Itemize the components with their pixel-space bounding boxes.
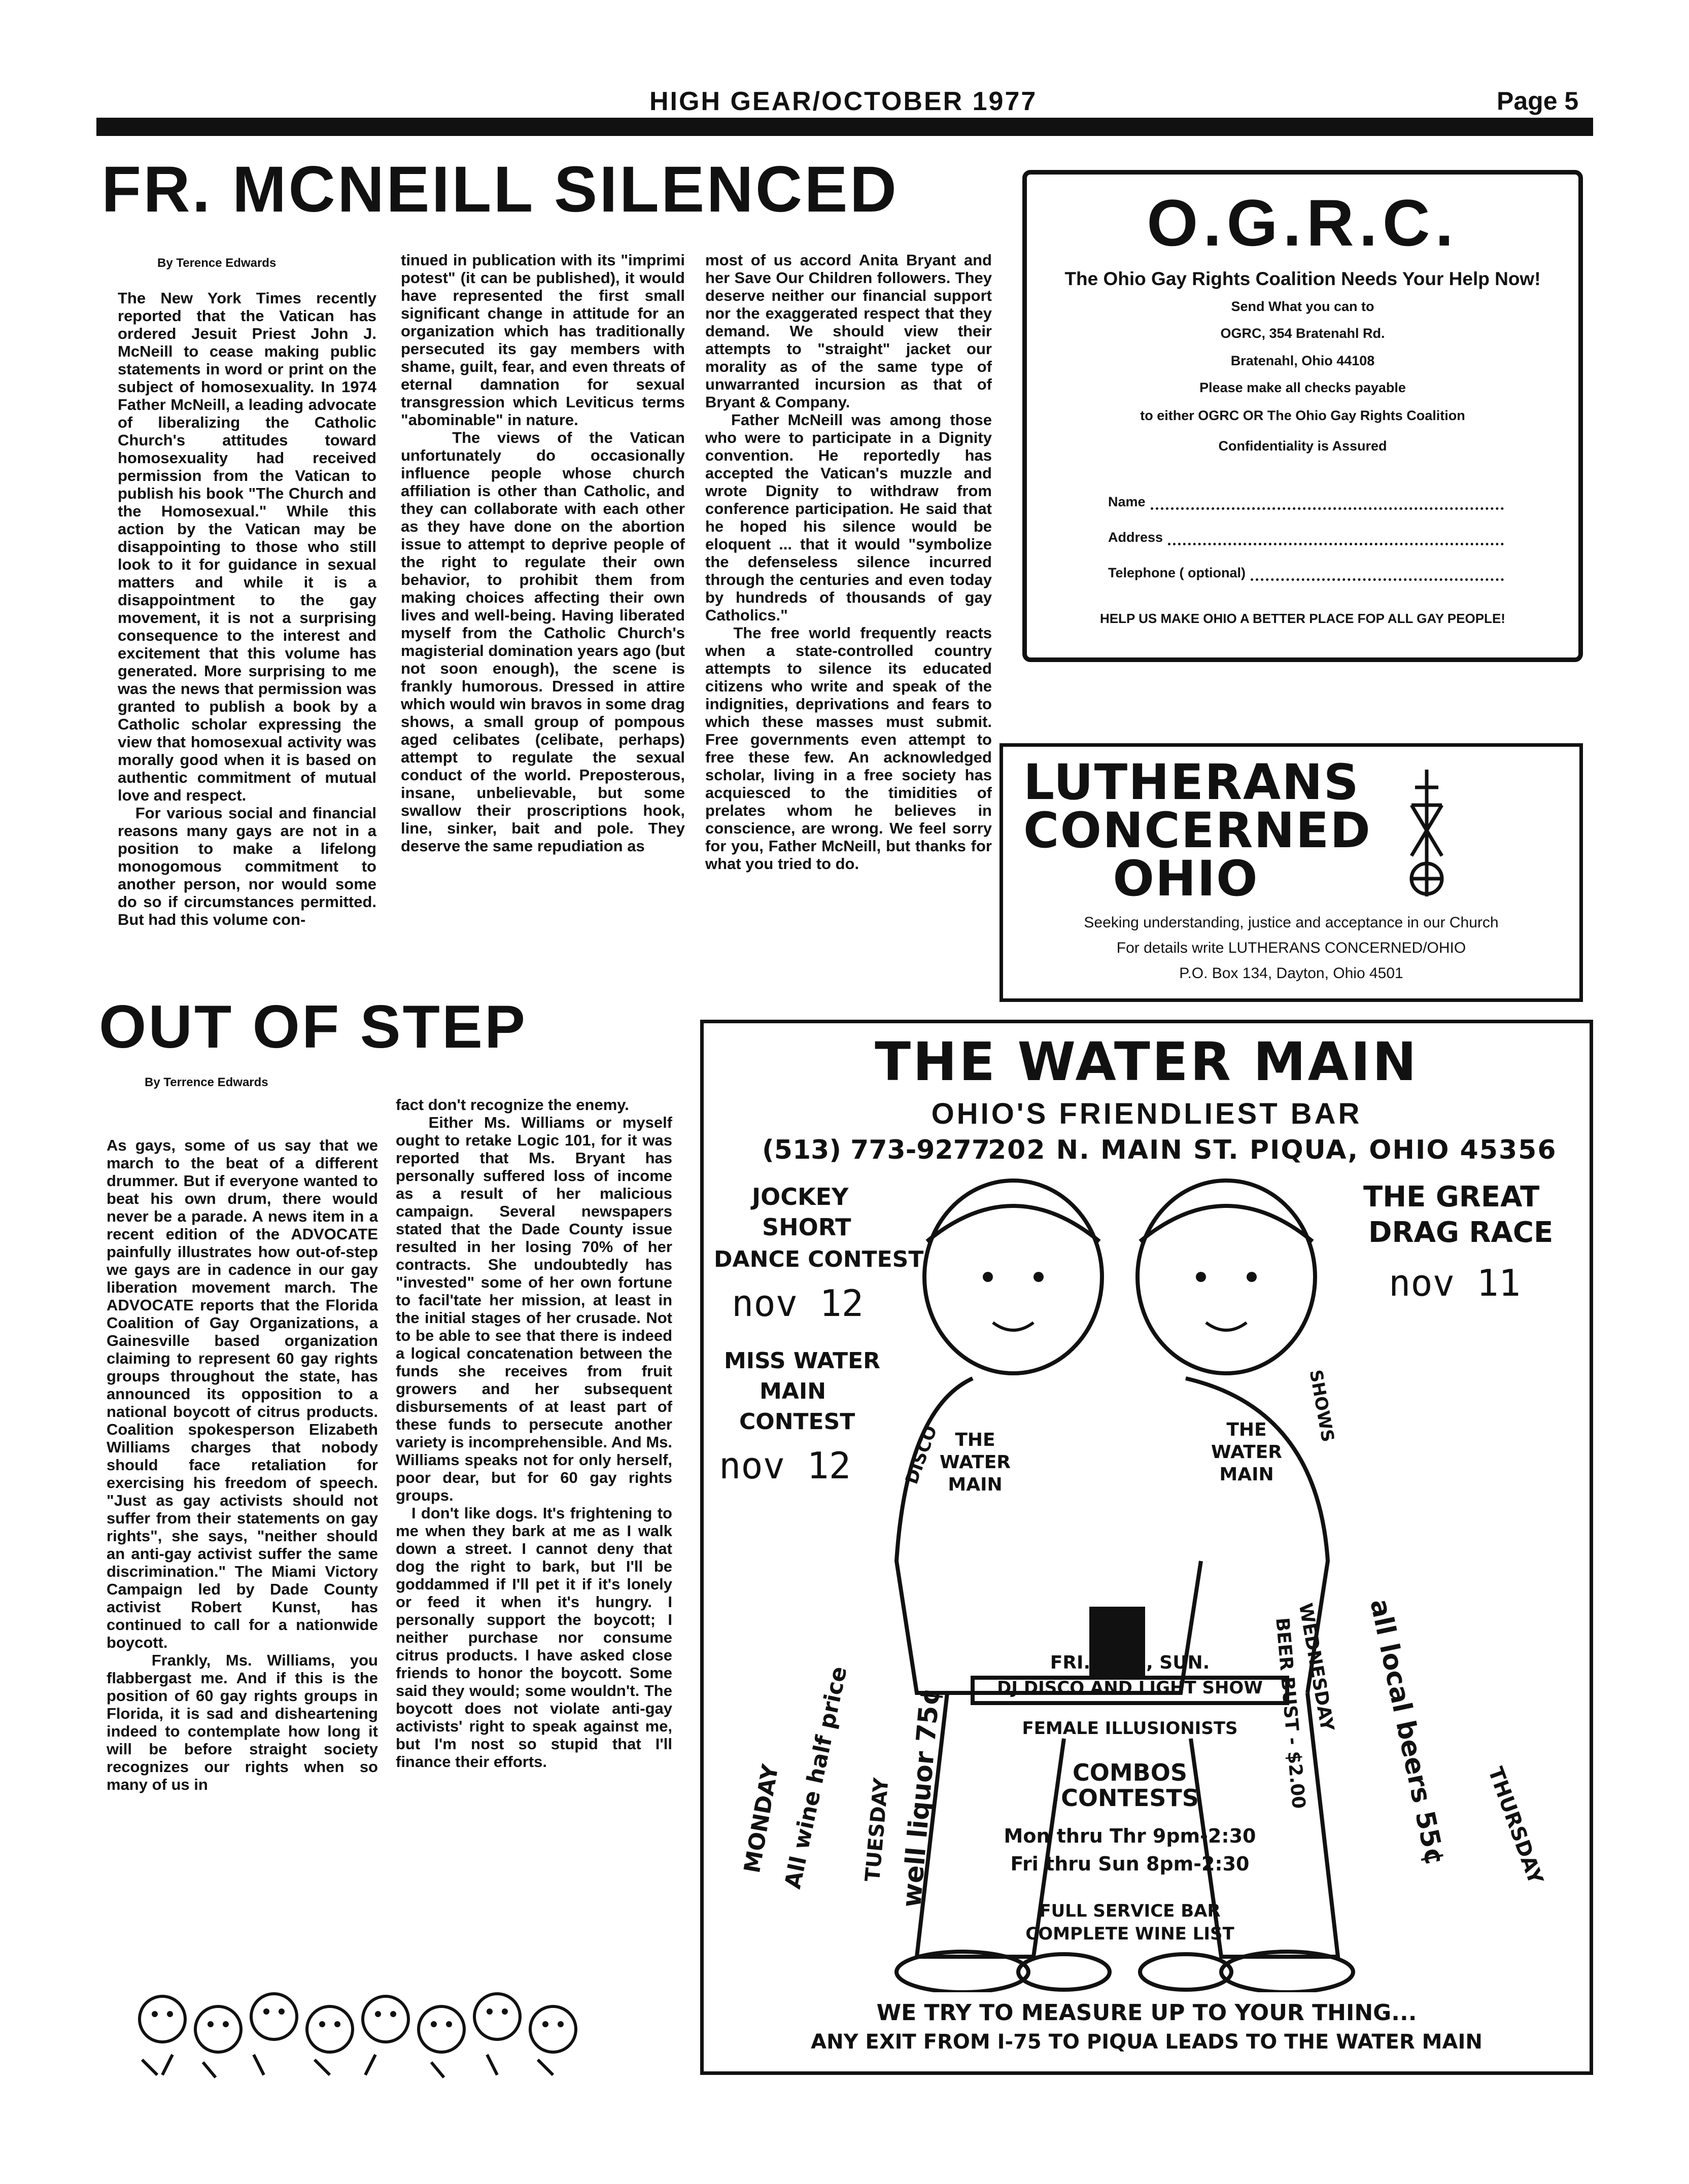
center-line-3: FEMALE ILLUSIONISTS [1022,1718,1238,1739]
lutherans-title-1: LUTHERANS [1023,754,1360,811]
ogrc-ad [1022,170,1583,662]
lutheran-cross-icon [1404,770,1450,907]
monday-deal: All wine half price [780,1664,852,1891]
ogrc-line-5: to either OGRC OR The Ohio Gay Rights Coalition [1140,408,1465,423]
article1-column-2: tinued in publication with its "imprimi potest" (it can be published), it would have represented the first small significant change in attitude for an organization which has traditionally persecuted its gay members with shame, guilt, fear, and even threats of eternal damnation for sexual transgression which Leviticus terms "abominable" in nature. The views of the Vatican unfortunately do occasionally influence people whose church affiliation is other than Catholic, and they can collaborate with each other as they have done on the abortion issue to attempt to deprive people of the right to regulate their own behavior, to prohibit them from making choices affecting their own lives and well-being. Having liberated myself from the Catholic Church's magisterial domination years ago (but not soon enough), the scene is frankly humorous. Dressed in attire which would win bravos in some drag shows, a small group of pompous aged celibates (celibate, perhaps) attempt to regulate the sexual conduct of the world. Preposterous, insane, unbelievable, but some swallow their proscriptions hook, line, sinker, bait and pole. They deserve the same repudiation as [401,251,685,855]
ogrc-line-4: Please make all checks payable [1199,380,1406,395]
miss-contest-line-3: CONTEST [739,1409,855,1435]
drag-race-line-2: DRAG RACE [1368,1216,1554,1249]
water-main-footer-1: WE TRY TO MEASURE UP TO YOUR THING... [876,2000,1417,2026]
article1-byline: By Terence Edwards [157,256,277,270]
water-main-address: 202 N. MAIN ST. PIQUA, OHIO 45356 [988,1135,1557,1165]
jockey-contest-line-3: DANCE CONTEST [714,1246,924,1272]
water-main-title: THE WATER MAIN [875,1031,1419,1093]
ogrc-address-label: Address [1108,530,1163,545]
monday-label: MONDAY [739,1762,784,1875]
lutherans-ad [999,743,1583,1002]
center-line-5: CONTESTS [1061,1784,1199,1812]
lutherans-tagline: Seeking understanding, justice and acceptance in our Church [1084,914,1499,931]
shirt-right-label: THE WATER MAIN [1211,1419,1283,1485]
article1-headline: FR. MCNEILL SILENCED [101,153,899,226]
masthead-title: HIGH GEAR/OCTOBER 1977 [649,87,1038,116]
page-number: Page 5 [1497,87,1579,115]
article2-headline: OUT OF STEP [99,993,528,1061]
article1-column-3: most of us accord Anita Bryant and her Save Our Children followers. They deserve neither our financial support nor the exaggerated respect that they demand. We should view their attempts to "straight" jacket our morality as of the same type of unwarranted incursion as that of Bryant & Company. Father McNeill was among those who were to participate in a Dignity convention. He reportedly has accepted the Vatican's muzzle and wrote Dignity to withdraw from conference participation. He said that he hoped his silence would be eloquent ... that it would "symbolize the defenseless silence incurred through the centuries and even today by hundreds of thousands of gay Catholics." The free world frequently reacts when a state-controlled country attempts to silence its educated citizens who write and speak of the indignities, deprivations and fears to which these masses must submit. Free governments even attempt to free these few. An acknowledged scholar, living in a free society has acquiesced to the timidities of prelates whom he believes in conscience, are wrong. We feel sorry for you, Father McNeill, but thanks for what you tried to do. [705,251,992,873]
bar-line-2: COMPLETE WINE LIST [1025,1924,1234,1944]
center-line-2: DJ DISCO AND LIGHT SHOW [997,1678,1263,1698]
water-main-footer-2: ANY EXIT FROM I-75 TO PIQUA LEADS TO THE WATER MAIN [811,2030,1483,2054]
ogrc-logo: O.G.R.C. [1147,186,1459,260]
miss-contest-line-1: MISS WATER [724,1348,881,1374]
lutherans-address: P.O. Box 134, Dayton, Ohio 4501 [1179,965,1403,982]
shirt-left-label: THE WATER MAIN [939,1430,1011,1495]
wednesday-deal: BEER BUST - $2.00 [1271,1617,1309,1810]
jockey-contest-line-2: SHORT [762,1214,851,1241]
article2-byline: By Terrence Edwards [145,1076,268,1089]
drag-race-date: nov 11 [1389,1262,1521,1304]
water-main-phone: (513) 773-9277 [762,1135,990,1165]
lutherans-title-2: CONCERNED [1023,802,1371,859]
drag-race-line-1: THE GREAT [1363,1181,1540,1214]
ogrc-line-3: Bratenahl, Ohio 44108 [1230,353,1375,368]
ogrc-address-field[interactable] [1108,530,1504,545]
tuesday-label: TUESDAY [861,1777,893,1883]
center-line-4: COMBOS [1073,1759,1187,1786]
ogrc-name-label: Name [1108,494,1146,509]
miss-contest-line-2: MAIN [760,1378,826,1404]
sleeve-left-label: DISCO [902,1423,942,1487]
thursday-deal: all local beers 55¢ [1364,1597,1451,1869]
tuesday-deal: well liquor 75¢ [897,1686,946,1909]
masthead-rule [96,118,1593,136]
article1-column-1: The New York Times recently reported that the Vatican has ordered Jesuit Priest John J. McNeill to cease making public statements in word or print on the subject of homosexuality. In 1974 Father McNeill, a leading advocate of liberalizing the Catholic Church's attitudes toward homosexuality had received permission from the Vatican to publish his book "The Church and the Homosexual." While this action by the Vatican may be disappointing to those who still look to it for guidance in sexual matters and while it is a disappointment to the gay movement, it is not a surprising consequence to the interest and excitement that this volume has generated. More surprising to me was the news that permission was granted to publish a book by a Catholic scholar expressing the view that homosexual activity was morally good when it is based on authentic commitment of mutual love and respect. For various social and financial reasons many gays are not in a position to make a lifelong monogomous commitment to another person, nor would some do so if circumstances permitted. But had this volume con- [118,289,376,928]
ogrc-headline: The Ohio Gay Rights Coalition Needs Your Help Now! [1064,268,1541,289]
ogrc-footer: HELP US MAKE OHIO A BETTER PLACE FOP ALL GAY PEOPLE! [1100,611,1505,626]
ogrc-line-1: Send What you can to [1231,299,1374,314]
ogrc-line-6: Confidentiality is Assured [1218,438,1387,454]
wednesday-label: WEDNESDAY [1294,1602,1338,1733]
sleeve-right-label: SHOWS [1305,1368,1338,1444]
thursday-label: THURSDAY [1483,1764,1547,1888]
water-main-subtitle: OHIO'S FRIENDLIEST BAR [931,1097,1362,1130]
water-main-ad [700,1020,1593,2075]
jockey-contest-date: nov 12 [732,1282,864,1325]
ogrc-phone-label: Telephone ( optional) [1108,565,1246,580]
center-line-1: FRI., SAT., SUN. [1050,1652,1210,1673]
lutherans-title-3: OHIO [1113,850,1259,907]
jockey-contest-line-1: JOCKEY [752,1183,849,1210]
hours-line-1: Mon thru Thr 9pm-2:30 [1004,1825,1256,1847]
bar-line-1: FULL SERVICE BAR [1039,1901,1221,1921]
miss-contest-date: nov 12 [719,1444,851,1487]
ogrc-phone-field[interactable] [1108,565,1504,581]
article2-column-2: fact don't recognize the enemy. Either Ms. Williams or myself ought to retake Logic 101, for it was reported that Ms. Bryant has personally suffered loss of income as a result of her malicious campaign. Several newspapers stated that the Dade County issue resulted in her losing 70% of her contracts. She undoubtedly has "invested" some of her own fortune to facil'tate her mission, at least in the initial stages of her crusade. Not to be able to see that there is indeed a logical concatenation between the funds she receives from fruit growers and her subsequent disbursements of at least part of these funds to persecute another variety is incomprehensible. And Ms. Williams speaks not for only herself, poor dear, but for 60 gay rights groups. I don't like dogs. It's frightening to me when they bark at me as I walk down a street. I cannot deny that dog the right to bark, but I'll be goddammed if I'll pet it if it's lonely or feed it when it's hungry. I personally support the boycott; I neither purchase nor consume citrus products. I have asked close friends to honor the boycott. Some said they would; some wouldn't. The boycott does not violate anti-gay activists' right to speak against me, but I'm nost so stupid that I'll finance their efforts. [396,1096,673,1771]
pumpkin-border-illustration [132,1973,609,2085]
ogrc-name-field[interactable] [1108,494,1504,510]
ogrc-line-2: OGRC, 354 Bratenahl Rd. [1220,326,1385,341]
lutherans-details: For details write LUTHERANS CONCERNED/OHIO [1116,940,1466,956]
article2-column-1: As gays, some of us say that we march to the beat of a different drummer. But if everyone wanted to beat his own drum, there would never be a parade. A news item in a recent edition of the ADVOCATE painfully illustrates how out-of-step we gays are in cadence in our gay liberation movement march. The ADVOCATE reports that the Florida Coalition of Gay Organizations, a Gainesville based organization claiming to represent 60 gay rights groups throughout the state, has announced its opposition to a national boycott of citrus products. Coalition spokesperson Elizabeth Williams charges that nobody should face retaliation for exercising his freedom of speech. "Just as gay activists should not suffer from their statements on gay rights", she says, "neither should an anti-gay activist suffer the same discrimination." The Miami Victory Campaign led by Dade County activist Robert Kunst, has continued to call for a nationwide boycott. Frankly, Ms. Williams, you flabbergast me. And if this is the position of 60 gay rights groups in Florida, it is sad and disheartening indeed to contemplate how long it will be before straight society recognizes our rights when so many of us in [107,1136,378,1793]
hours-line-2: Fri thru Sun 8pm-2:30 [1010,1853,1250,1875]
